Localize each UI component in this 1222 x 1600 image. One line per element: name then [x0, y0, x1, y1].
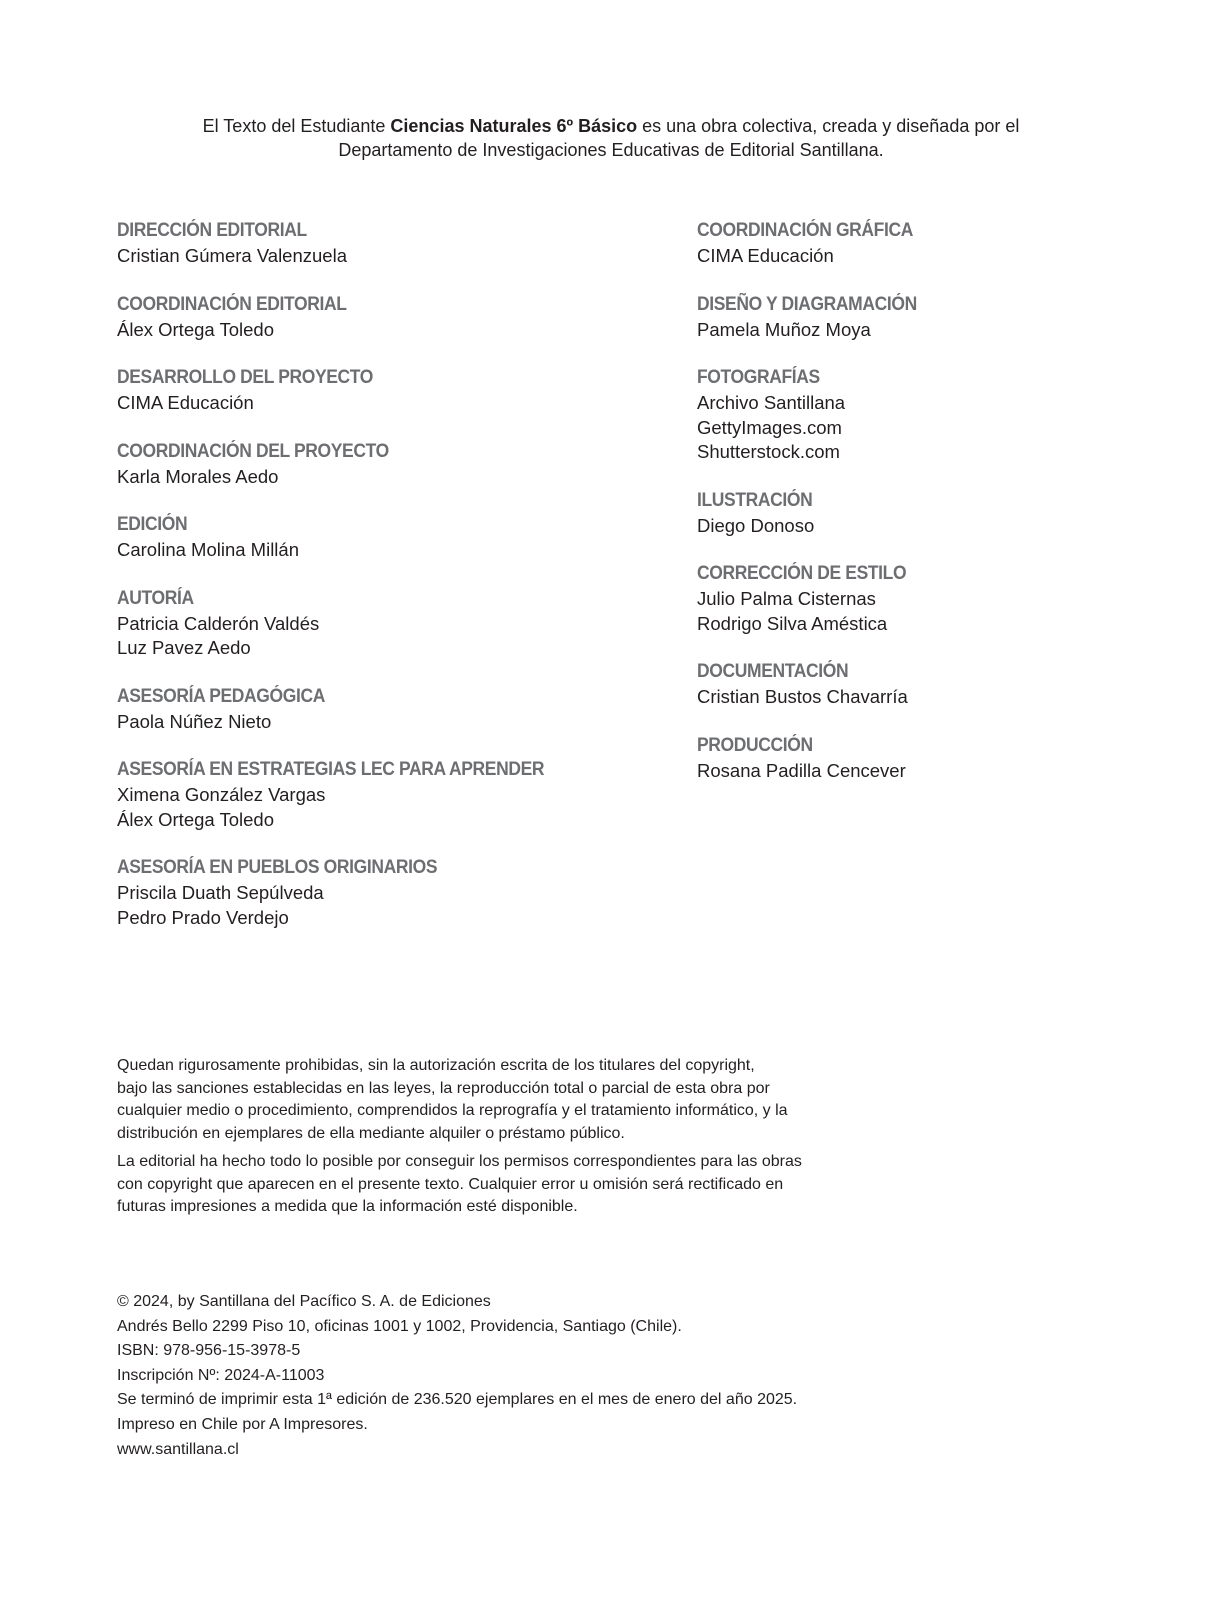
legal-paragraph-1	[117, 1055, 877, 1145]
credits-left-column	[117, 218, 677, 953]
credit-block	[117, 684, 677, 735]
credit-role: DISEÑO Y DIAGRAMACIÓN	[697, 293, 917, 315]
credit-block	[117, 757, 677, 832]
text-line: Quedan rigurosamente prohibidas, sin la autorización escrita de los titulares del copyright,	[117, 1057, 755, 1074]
credit-role: COORDINACIÓN GRÁFICA	[697, 220, 913, 241]
credit-role: PRODUCCIÓN	[697, 734, 813, 756]
credit-name: CIMA Educación	[117, 392, 254, 413]
credit-name: Luz Pavez Aedo	[117, 637, 251, 658]
credit-role: FOTOGRAFÍAS	[697, 367, 820, 388]
text-line: © 2024, by Santillana del Pacífico S. A. de Ediciones	[117, 1293, 491, 1310]
text-line: bajo las sanciones establecidas en las leyes, la reproducción total o parcial de esta obra por	[117, 1079, 770, 1097]
intro-statement	[0, 114, 1222, 162]
legal-paragraph-2	[117, 1151, 877, 1219]
text-line: Inscripción Nº: 2024-A-11003	[117, 1366, 325, 1384]
intro-text-post: es una obra colectiva, creada y diseñada por el	[637, 116, 1020, 136]
text-line: con copyright que aparecen en el presente texto. Cualquier error u omisión será rectificado en	[117, 1175, 784, 1193]
credit-name: Pedro Prado Verdejo	[117, 906, 289, 928]
credit-name: Julio Palma Cisternas	[697, 588, 876, 609]
credit-name: GettyImages.com	[697, 416, 842, 438]
credit-role: DOCUMENTACIÓN	[697, 661, 849, 682]
credit-name: Álex Ortega Toledo	[117, 318, 275, 340]
credit-block	[117, 218, 677, 269]
credit-role: ASESORÍA PEDAGÓGICA	[117, 685, 325, 707]
credit-name: Pamela Muñoz Moya	[697, 318, 871, 340]
credit-name: Rodrigo Silva Améstica	[697, 612, 888, 634]
credit-role: COORDINACIÓN DEL PROYECTO	[117, 440, 389, 462]
credit-name: Archivo Santillana	[697, 392, 846, 413]
credit-block	[117, 512, 677, 563]
credit-role: ASESORÍA EN PUEBLOS ORIGINARIOS	[117, 857, 438, 878]
credit-name: Priscila Duath Sepúlveda	[117, 882, 324, 903]
credit-name: Carolina Molina Millán	[117, 539, 299, 560]
credits-right-column	[697, 218, 1177, 806]
credit-role: EDICIÓN	[117, 514, 188, 535]
text-line: cualquier medio o procedimiento, comprendidos la reprografía y el tratamiento informático, y la	[117, 1102, 788, 1119]
credit-name: Rosana Padilla Cencever	[697, 759, 906, 781]
credit-role: CORRECCIÓN DE ESTILO	[697, 563, 907, 584]
credit-role: ILUSTRACIÓN	[697, 489, 813, 511]
credit-block	[697, 292, 1177, 343]
book-title: Ciencias Naturales 6º Básico	[390, 116, 638, 136]
credit-name: Cristian Gúmera Valenzuela	[117, 245, 347, 266]
credit-block	[697, 659, 1177, 710]
text-line: www.santillana.cl	[117, 1440, 239, 1458]
credit-name: CIMA Educación	[697, 245, 834, 266]
credit-role: DIRECCIÓN EDITORIAL	[117, 220, 307, 241]
text-line: ISBN: 978-956-15-3978-5	[117, 1342, 301, 1360]
credit-block	[697, 218, 1177, 269]
imprint-info	[117, 1290, 1017, 1462]
credit-name: Diego Donoso	[697, 514, 815, 536]
credit-name: Álex Ortega Toledo	[117, 808, 275, 830]
credit-block	[697, 365, 1177, 465]
credit-block	[117, 365, 677, 416]
intro-line-1	[0, 114, 1222, 138]
credit-block	[697, 561, 1177, 636]
credit-name: Karla Morales Aedo	[117, 465, 279, 487]
credit-block	[697, 733, 1177, 784]
credit-name: Shutterstock.com	[697, 441, 840, 462]
credit-role: COORDINACIÓN EDITORIAL	[117, 293, 347, 315]
intro-text-pre: El Texto del Estudiante	[202, 116, 391, 136]
text-line: Impreso en Chile por A Impresores.	[117, 1415, 368, 1433]
credit-block	[117, 292, 677, 343]
credit-block	[697, 488, 1177, 539]
credit-block	[117, 855, 677, 930]
credit-block	[117, 586, 677, 661]
credit-name: Paola Núñez Nieto	[117, 710, 272, 732]
text-line: Andrés Bello 2299 Piso 10, oficinas 1001 y 1002, Providencia, Santiago (Chile).	[117, 1317, 682, 1335]
legal-notice	[117, 1055, 877, 1225]
credit-role: AUTORÍA	[117, 587, 194, 609]
credit-name: Patricia Calderón Valdés	[117, 612, 320, 634]
credit-role: DESARROLLO DEL PROYECTO	[117, 367, 374, 388]
credit-name: Cristian Bustos Chavarría	[697, 686, 908, 707]
text-line: Se terminó de imprimir esta 1ª edición de 236.520 ejemplares en el mes de enero del año 2025.	[117, 1391, 798, 1409]
text-line: distribución en ejemplares de ella mediante alquiler o préstamo público.	[117, 1124, 625, 1142]
text-line: La editorial ha hecho todo lo posible por conseguir los permisos correspondientes para las obras	[117, 1153, 802, 1170]
credit-name: Ximena González Vargas	[117, 784, 326, 805]
credit-block	[117, 439, 677, 490]
intro-line-2: Departamento de Investigaciones Educativas de Editorial Santillana.	[338, 140, 884, 160]
text-line: futuras impresiones a medida que la información esté disponible.	[117, 1198, 578, 1215]
credit-role: ASESORÍA EN ESTRATEGIAS LEC PARA APRENDER	[117, 759, 545, 780]
